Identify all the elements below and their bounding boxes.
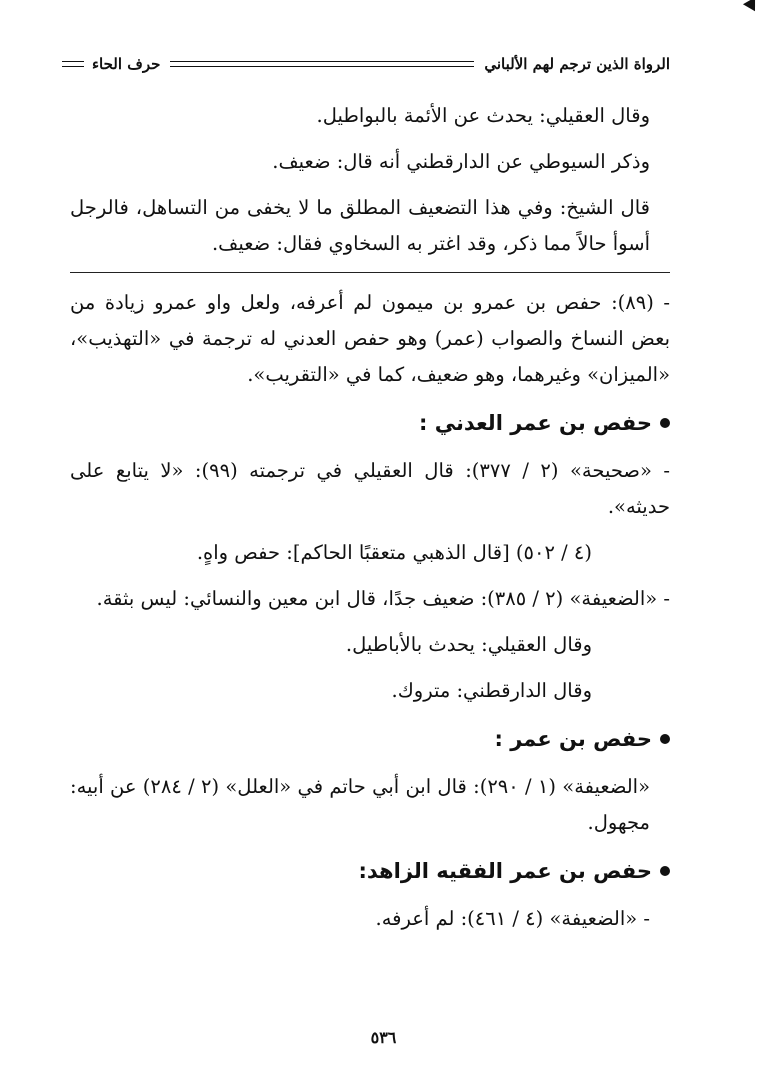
- header-rule: [170, 61, 474, 67]
- entry-1-line-3: - «الضعيفة» (٢ / ٣٨٥): ضعيف جدًا، قال ابن معين والنسائي: ليس بثقة.: [96, 587, 670, 610]
- entry-heading-3: [70, 853, 670, 889]
- entry-heading-text: حفص بن عمر الفقيه الزاهد:: [358, 859, 652, 883]
- paragraph-4: - (٨٩): حفص بن عمرو بن ميمون لم أعرفه، ولعل واو عمرو زيادة من بعض النساخ والصواب (عمر) وهو حفص العدني له ترجمة في «التهذيب»، «الميزان» وغيرهما، وهو ضعيف، كما في «التقريب».: [70, 291, 670, 386]
- entry-1-line-1: - «صحيحة» (٢ / ٣٧٧): قال العقيلي في ترجمته (٩٩): «لا يتابع على حديثه».: [70, 459, 671, 518]
- entry-1-line-5: وقال الدارقطني: متروك.: [391, 679, 592, 702]
- book-title: الرواة الذين ترجم لهم الألباني: [484, 55, 670, 73]
- entry-3-line-1: - «الضعيفة» (٤ / ٤٦١): لم أعرفه.: [375, 907, 650, 930]
- section-separator: [70, 272, 670, 273]
- paragraph-2: وذكر السيوطي عن الدارقطني أنه قال: ضعيف.: [272, 150, 650, 173]
- entry-heading-text: حفص بن عمر :: [494, 727, 652, 751]
- entry-1-line-4: وقال العقيلي: يحدث بالأباطيل.: [345, 633, 592, 656]
- entry-1-line-2: (٤ / ٥٠٢) [قال الذهبي متعقبًا الحاكم]: حفص واهٍ.: [196, 541, 592, 564]
- running-header: [62, 52, 670, 76]
- entry-2-line-1: «الضعيفة» (١ / ٢٩٠): قال ابن أبي حاتم في «العلل» (٢ / ٢٨٤) عن أبيه: مجهول.: [70, 775, 651, 834]
- page-number: ٥٣٦: [370, 1028, 397, 1047]
- section-title: حرف الحاء: [92, 55, 161, 73]
- bullet-icon: [660, 866, 670, 876]
- entry-heading-2: [70, 721, 670, 757]
- header-short-rule: [62, 61, 84, 67]
- paragraph-3: قال الشيخ: وفي هذا التضعيف المطلق ما لا يخفى من التساهل، فالرجل أسوأ حالاً مما ذكر، وقد اغتر به السخاوي فقال: ضعيف.: [70, 196, 650, 255]
- entry-heading-text: حفص بن عمر العدني :: [418, 411, 652, 435]
- bullet-icon: [660, 418, 670, 428]
- entry-heading-1: [70, 405, 670, 441]
- corner-mark: [743, 0, 761, 15]
- paragraph-1: وقال العقيلي: يحدث عن الأئمة بالبواطيل.: [316, 104, 650, 127]
- bullet-icon: [660, 734, 670, 744]
- page-content: [70, 98, 670, 947]
